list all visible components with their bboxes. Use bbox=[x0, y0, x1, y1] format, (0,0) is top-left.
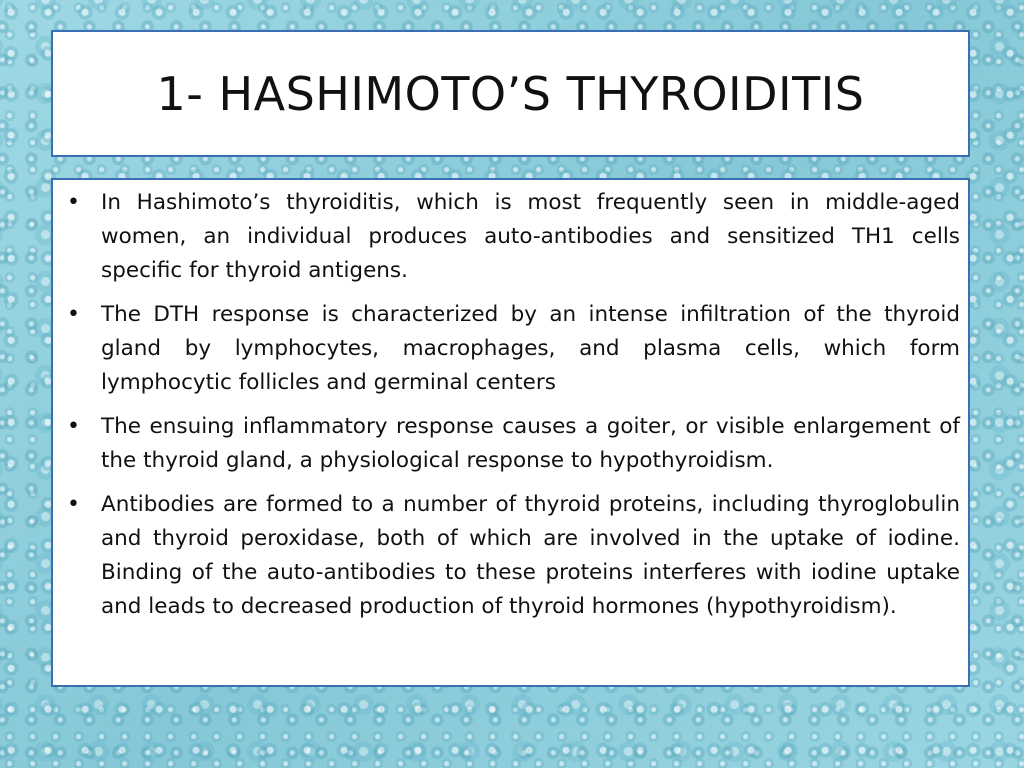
bullet-text: In Hashimoto’s thyroiditis, which is most frequently seen in middle-aged women, an individual produces auto-antibodies and sensitized TH1 cells specific for thyroid antigens. bbox=[101, 190, 960, 283]
bullet-item bbox=[67, 298, 960, 400]
bullet-item bbox=[67, 186, 960, 288]
bullet-item bbox=[67, 410, 960, 478]
bullet-text: The ensuing inflammatory response causes a goiter, or visible enlargement of the thyroid gland, a physiological response to hypothyroidism. bbox=[101, 414, 960, 473]
bullet-text: Antibodies are formed to a number of thyroid proteins, including thyroglobulin and thyroid peroxidase, both of which are involved in the uptake of iodine. Binding of the auto-antibodies to these proteins interferes with iodine uptake and leads to decreased production of thyroid hormones (hypothyroidism). bbox=[101, 492, 960, 619]
slide-title-box bbox=[51, 30, 970, 157]
slide-title: 1- HASHIMOTO’S THYROIDITIS bbox=[156, 66, 865, 121]
bullet-item bbox=[67, 488, 960, 624]
bullet-text: The DTH response is characterized by an intense infiltration of the thyroid gland by lymphocytes, macrophages, and plasma cells, which form lymphocytic follicles and germinal centers bbox=[101, 302, 960, 395]
bullet-icon: • bbox=[67, 302, 80, 327]
bullet-icon: • bbox=[67, 414, 80, 439]
bullet-icon: • bbox=[67, 492, 80, 517]
bullet-icon: • bbox=[67, 190, 80, 215]
bullet-list bbox=[67, 186, 960, 624]
slide-content-box bbox=[51, 178, 970, 687]
